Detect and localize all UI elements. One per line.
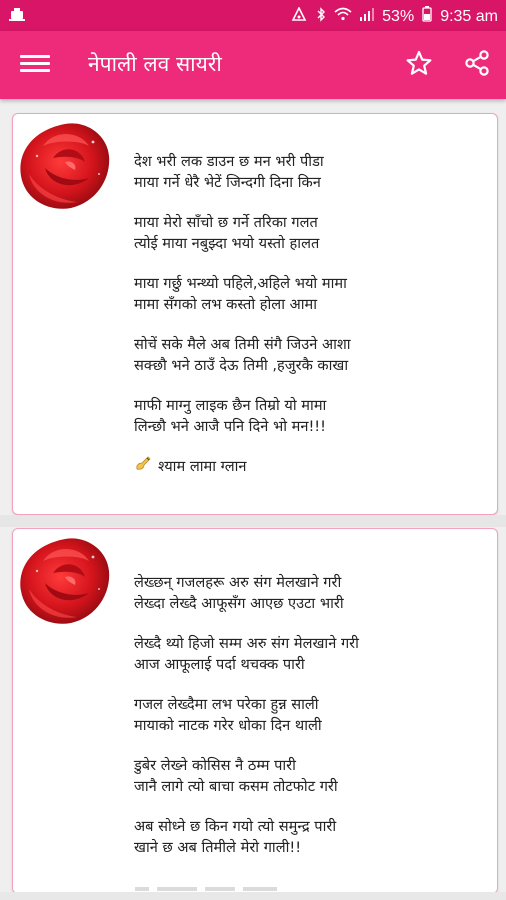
poem-line: सोचें सके मैले अब तिमी संगै जिउने आशा [134, 336, 351, 353]
stanza [134, 634, 484, 675]
stanza [134, 152, 484, 193]
poem-line: गजल लेख्दैमा लभ परेका हुन्न साली [134, 696, 319, 713]
page-title: नेपाली लव सायरी [88, 52, 222, 76]
poem-line: आज आफूलाई पर्दा थचक्क पारी [134, 655, 305, 673]
poem-text [134, 573, 484, 878]
menu-icon [20, 55, 50, 72]
poem-line: जानै लागे त्यो बाचा कसम तोटफोट गरी [134, 777, 338, 795]
poem-line: लेख्दा लेख्दै आफूसँग आएछ एउटा भारी [134, 594, 344, 612]
card-divider [0, 515, 506, 527]
poem-line: खाने छ अब तिमीले मेरो गाली!! [134, 838, 302, 856]
wifi-icon [334, 7, 352, 26]
poem-line: त्योई माया नबुझ्दा भयो यस्तो हालत [134, 234, 320, 252]
app-bar [0, 31, 506, 99]
poem-line: मायाको नाटक गरेर धोका दिन थाली [134, 716, 322, 734]
status-bar [0, 0, 506, 31]
stanza [134, 213, 484, 254]
favorite-button[interactable] [404, 48, 434, 78]
stanza [134, 756, 484, 797]
menu-button[interactable] [20, 51, 50, 79]
bluetooth-icon [316, 7, 326, 27]
poem-author [134, 455, 484, 478]
rose-icon [15, 116, 119, 216]
battery-icon [422, 6, 432, 27]
poem-line: माया गर्छु भन्थ्यो पहिले,अहिले भयो मामा [134, 275, 347, 292]
rose-icon [15, 531, 119, 631]
stanza [134, 274, 484, 315]
writing-hand-icon [134, 455, 152, 478]
wifi-call-icon [290, 7, 308, 26]
poem-card[interactable] [12, 528, 498, 894]
share-button[interactable] [462, 48, 492, 78]
poem-line: देश भरी लक डाउन छ मन भरी पीडा [134, 153, 324, 170]
author-name: श्याम लामा ग्लान [158, 458, 247, 475]
battery-percent: 53% [382, 7, 415, 25]
stanza [134, 396, 484, 437]
clock: 9:35 am [440, 7, 498, 25]
poem-line: लेख्दै थ्यो हिजो सम्म अरु संग मेलखाने गरी [134, 635, 359, 652]
poem-line: माफी माग्नु लाइक छैन तिम्रो यो मामा [134, 397, 327, 414]
list-bottom-edge [0, 892, 506, 900]
star-icon [404, 48, 434, 78]
poem-line: अब सोध्ने छ किन गयो त्यो समुन्द्र पारी [134, 818, 337, 835]
poem-line: माया गर्ने धेरै भेटें जिन्दगी दिना किन [134, 173, 321, 191]
poem-line: सक्छौ भने ठाउँ देऊ तिमी ,हजुरकै काखा [134, 356, 349, 374]
stanza [134, 573, 484, 614]
notification-app-icon [8, 6, 26, 26]
stanza [134, 695, 484, 736]
poem-line: मामा सँगको लभ कस्तो होला आमा [134, 295, 318, 313]
poem-card[interactable] [12, 113, 498, 515]
poem-line: डुबेर लेख्ने कोसिस नै ठम्म पारी [134, 757, 296, 774]
poem-text [134, 152, 484, 478]
poem-line: माया मेरो साँचो छ गर्ने तरिका गलत [134, 214, 318, 231]
poem-line: लिन्छौ भने आजै पनि दिने भो मन!!! [134, 417, 327, 435]
signal-icon [360, 7, 374, 26]
share-icon [462, 48, 492, 78]
stanza [134, 817, 484, 858]
poem-line: लेख्छन् गजलहरू अरु संग मेलखाने गरी [134, 574, 342, 591]
stanza [134, 335, 484, 376]
